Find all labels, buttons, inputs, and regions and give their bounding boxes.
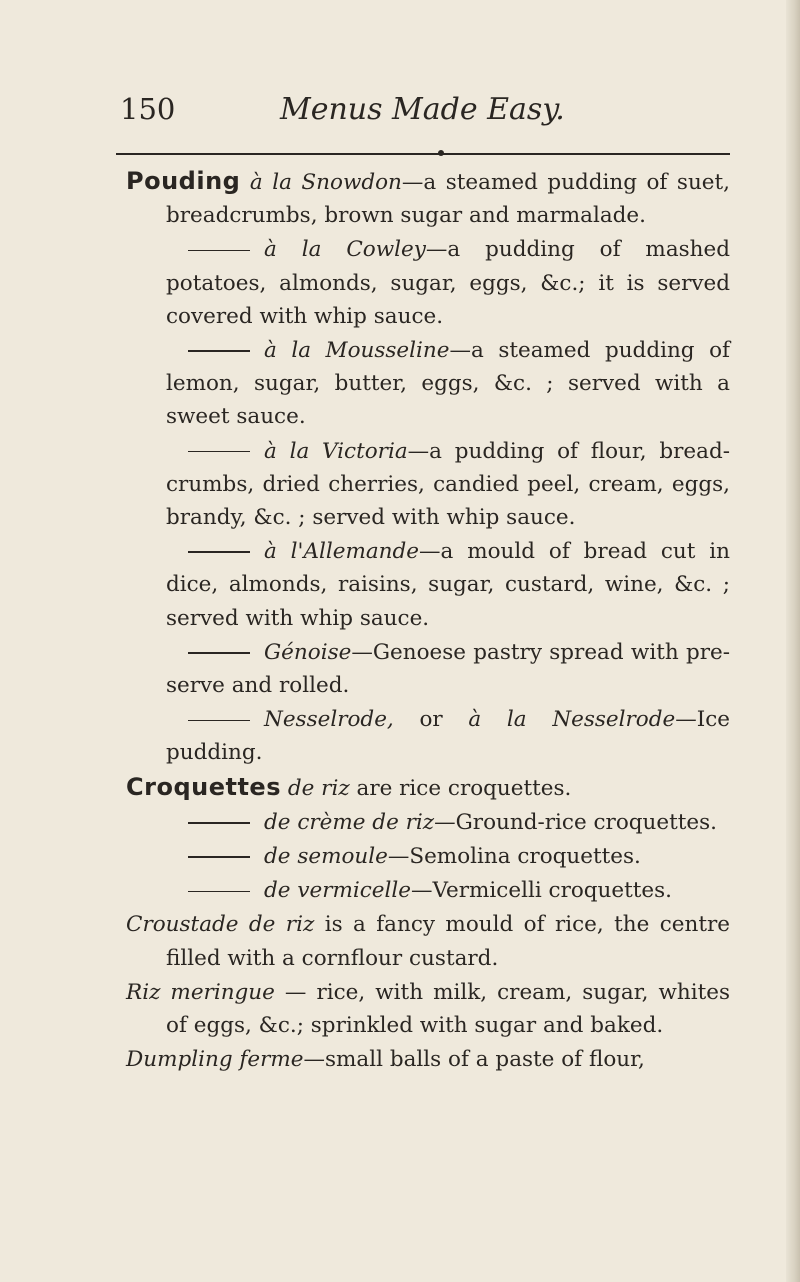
entry-croquettes-riz — [126, 771, 730, 805]
page-edge — [786, 0, 800, 1282]
entry-variety-alt: à la Nesselrode — [468, 707, 676, 733]
entry-pouding-snowdon — [126, 165, 730, 232]
entry-description: Semolina croquettes. — [409, 844, 641, 870]
entry-variety: Génoise — [264, 639, 352, 665]
entry-description: a pudding of flour, bread-crumbs, dried cherries, candied peel, cream, eggs, brandy, &c. ; served with whip sauce. — [166, 438, 731, 531]
entry-variety: Nesselrode, — [264, 707, 394, 733]
entry-description: a steamed pudding of suet, breadcrumbs, brown sugar and marmalade. — [166, 170, 730, 229]
entry-croquettes-vermicelle — [126, 874, 730, 907]
entry-separator: or — [393, 707, 469, 733]
entry-description: a steamed pudding of lemon, sugar, butter, eggs, &c. ; served with a sweet sauce. — [166, 338, 730, 430]
entry-croquettes-creme-de-riz — [126, 806, 730, 839]
ditto-dash — [188, 551, 250, 553]
entry-variety: de vermicelle — [264, 878, 411, 904]
entry-croquettes-semoule — [126, 840, 730, 873]
entry-variety: à la Mousseline — [264, 338, 450, 364]
ditto-dash — [188, 350, 250, 352]
ditto-dash — [188, 451, 250, 453]
entry-description: a pudding of mashed potatoes, almonds, sugar, eggs, &c.; it is served covered with whip sauce. — [166, 237, 730, 329]
page-header — [120, 92, 730, 132]
entry-separator: — — [410, 878, 433, 904]
entry-description: rice, with milk, cream, sugar, whites of eggs, &c.; sprinkled with sugar and baked. — [166, 979, 731, 1039]
entry-variety: Riz meringue — [126, 979, 275, 1005]
entry-separator: — — [274, 979, 317, 1005]
entry-separator: — — [407, 438, 430, 464]
entry-separator: — — [303, 1047, 326, 1073]
entry-variety: à la Cowley — [264, 237, 426, 263]
entry-term: Pouding — [126, 167, 241, 195]
entry-separator: — — [401, 170, 424, 195]
entry-pouding-cowley — [126, 233, 730, 333]
entry-variety: de semoule — [264, 844, 388, 870]
entry-description: is a fancy mould of rice, the centre filled with a cornflour custard. — [166, 912, 730, 971]
entry-pouding-nesselrode — [126, 703, 730, 769]
entry-separator: — — [387, 844, 410, 870]
entry-separator — [314, 912, 324, 937]
entry-variety: de crème de riz — [264, 809, 435, 835]
entry-separator: — — [351, 639, 373, 665]
entry-variety: Croustade de riz — [126, 912, 315, 938]
entry-separator — [350, 776, 357, 801]
entry-separator: — — [425, 237, 448, 263]
entry-description: a mould of bread cut in dice, almonds, raisins, sugar, custard, wine, &c. ; served with whip sauce. — [166, 539, 730, 631]
entry-pouding-victoria — [126, 435, 730, 535]
entry-variety: de riz — [287, 775, 350, 801]
ditto-dash — [188, 250, 250, 252]
menu-glossary — [126, 165, 730, 1077]
running-title: Menus Made Easy. — [280, 92, 565, 127]
entry-dumpling-ferme — [126, 1043, 730, 1076]
entry-description: Vermicelli croquettes. — [432, 878, 672, 904]
ditto-dash — [188, 652, 250, 654]
entry-pouding-genoise — [126, 636, 730, 702]
header-rule — [116, 153, 730, 155]
entry-separator: — — [449, 338, 471, 364]
entry-description: Ground-rice croquettes. — [455, 809, 717, 835]
ditto-dash — [188, 891, 250, 893]
entry-variety: à la Snowdon — [249, 170, 402, 195]
entry-description: Genoese pastry spread with pre-serve and rolled. — [166, 639, 730, 699]
entry-separator: — — [675, 707, 697, 733]
page-number: 150 — [120, 92, 176, 126]
entry-description: are rice croquettes. — [356, 775, 572, 801]
ditto-dash — [188, 822, 250, 824]
entry-pouding-mousseline — [126, 334, 730, 434]
entry-riz-meringue — [126, 976, 730, 1042]
entry-pouding-allemande — [126, 535, 730, 635]
entry-separator: — — [419, 539, 441, 565]
ditto-dash — [188, 856, 250, 858]
entry-description: Ice pudding. — [166, 707, 730, 766]
entry-croustade-de-riz — [126, 908, 730, 974]
header-rule-ornament — [438, 150, 444, 156]
entry-variety: Dumpling ferme — [126, 1047, 304, 1073]
entry-variety: à l'Allemande — [264, 539, 420, 565]
entry-variety: à la Victoria — [264, 438, 408, 464]
entry-term: Croquettes — [126, 772, 281, 801]
ditto-dash — [188, 720, 250, 722]
entry-separator: — — [434, 809, 456, 835]
entry-description: small balls of a paste of flour, — [325, 1047, 645, 1073]
